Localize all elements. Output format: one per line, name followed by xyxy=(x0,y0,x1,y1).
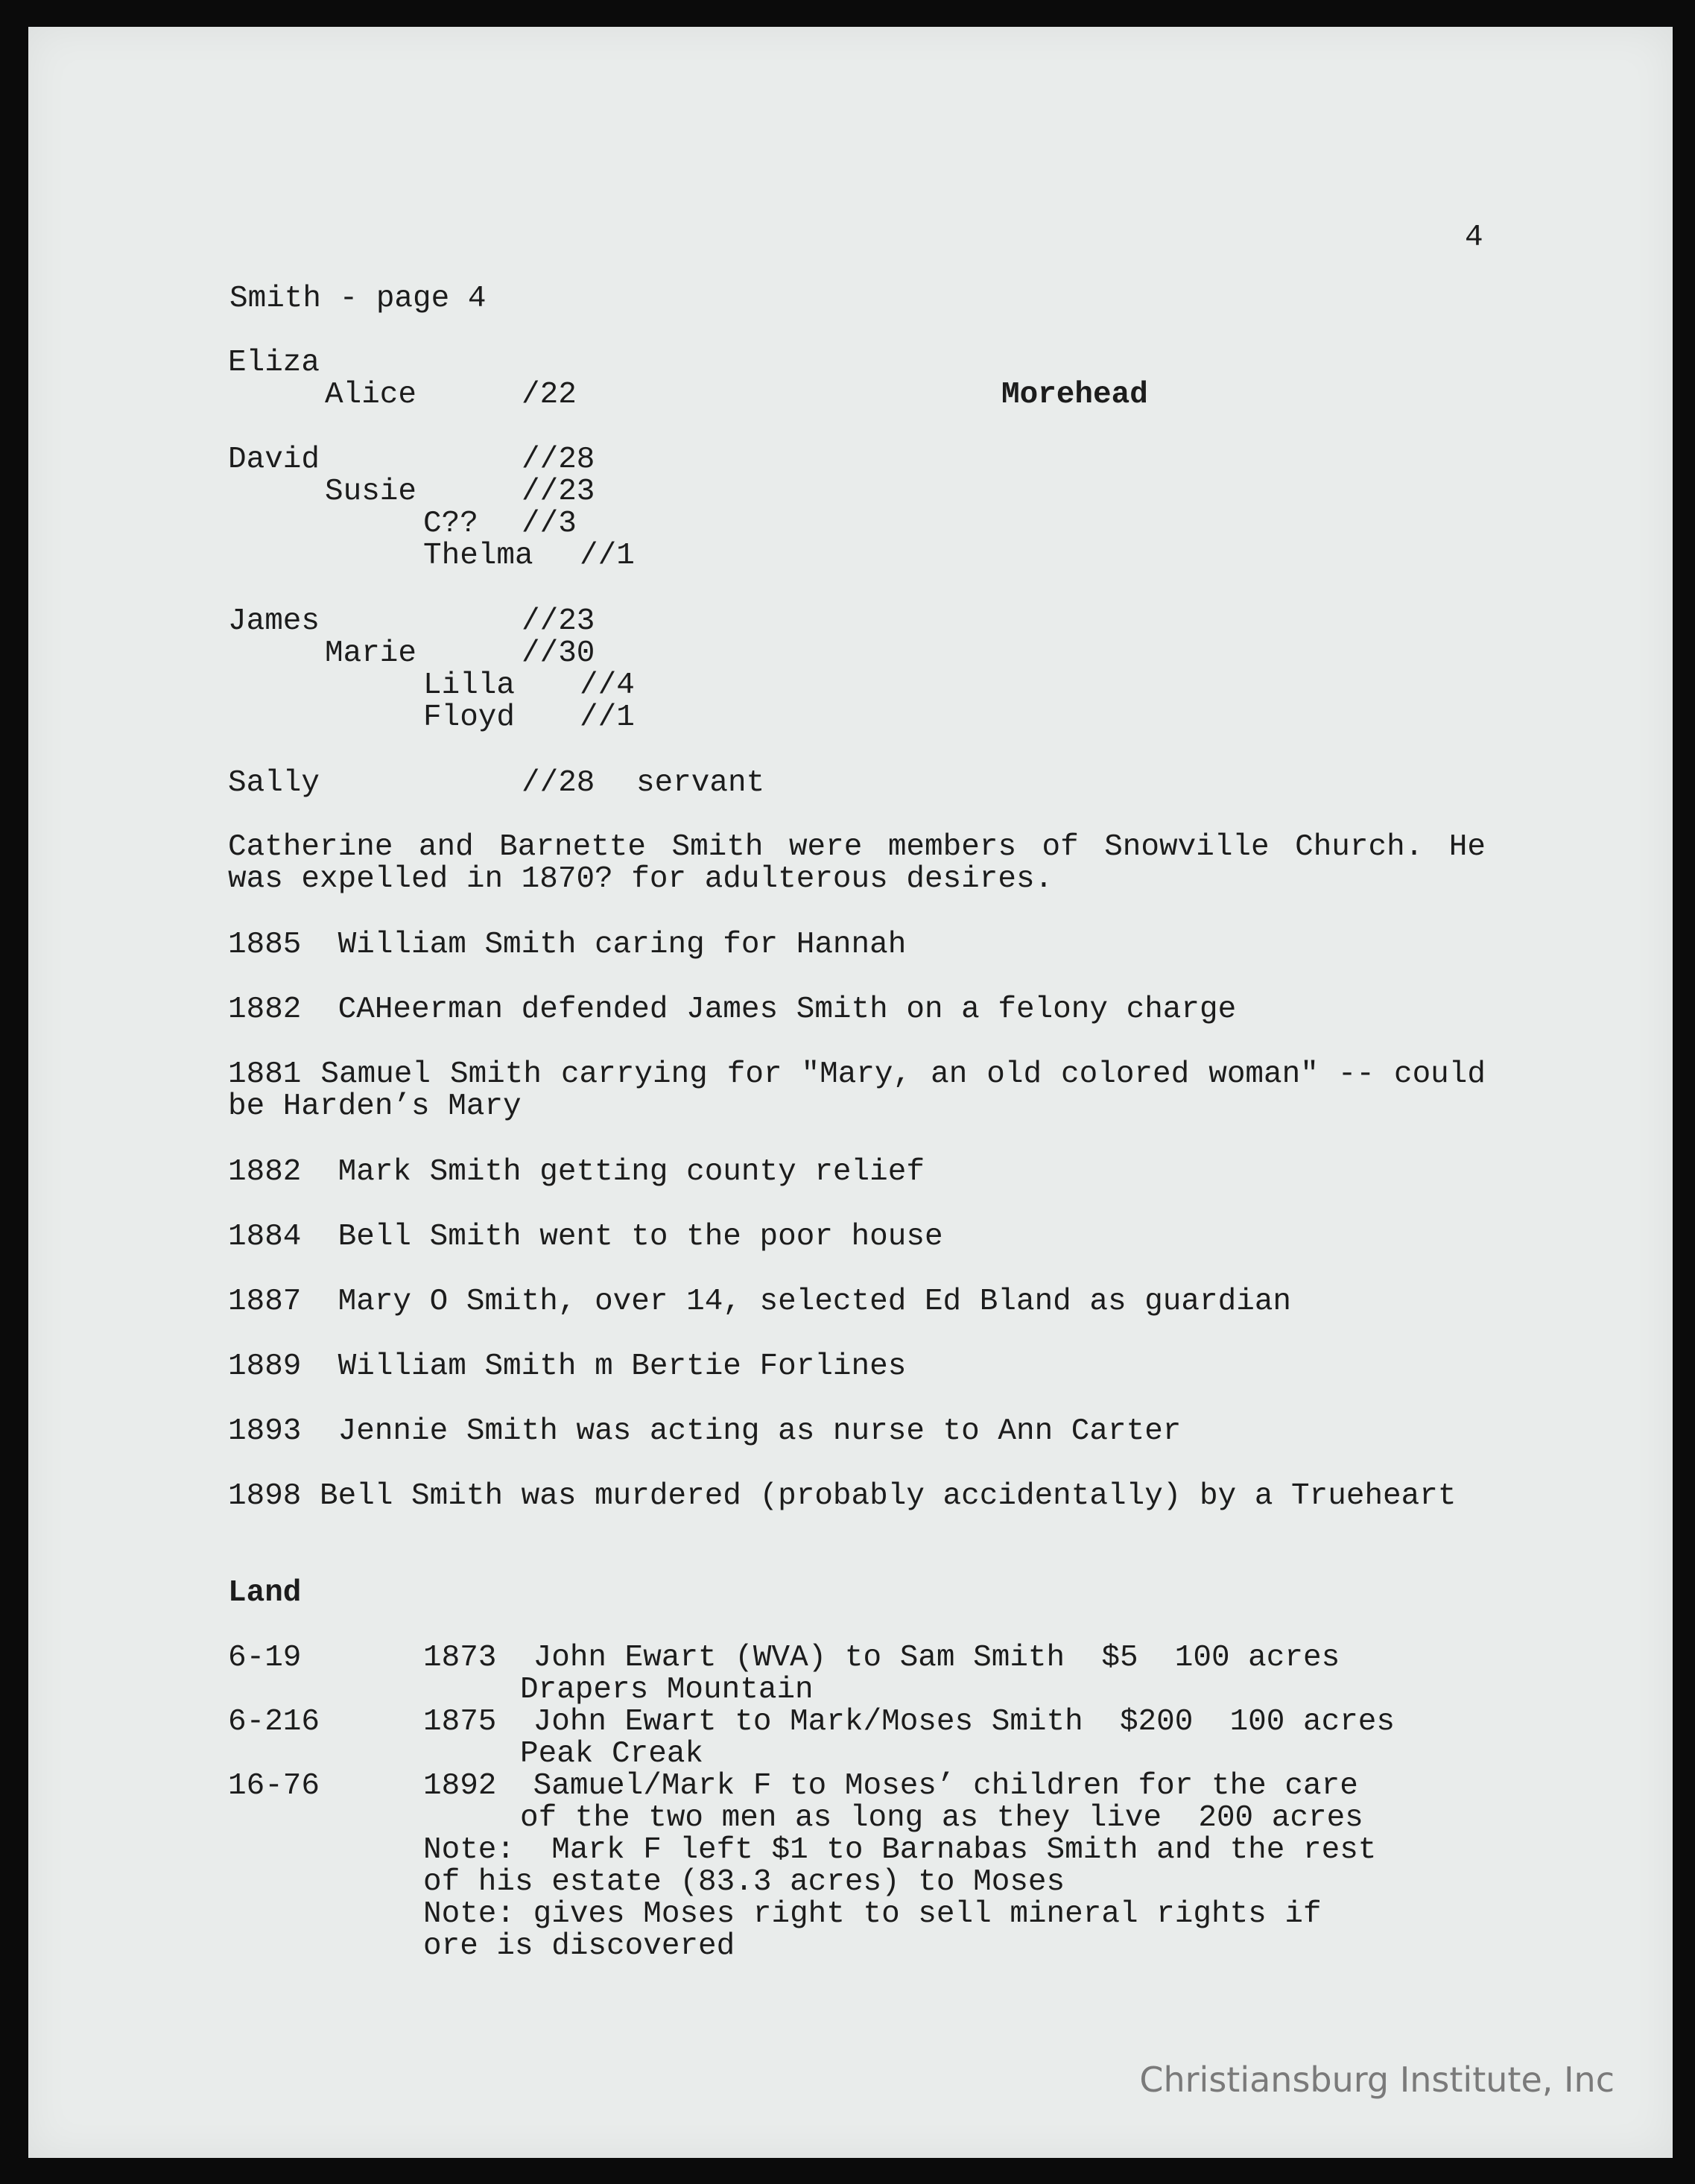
name-c: C?? xyxy=(423,507,478,541)
age-alice: /22 xyxy=(522,378,577,412)
age-floyd: //1 xyxy=(580,700,635,735)
event-item: 1887 Mary O Smith, over 14, selected Ed Bland as guardian xyxy=(228,1285,1292,1319)
name-james: James xyxy=(228,604,320,639)
land-entry-line: 1873 John Ewart (WVA) to Sam Smith $5 100 acres xyxy=(423,1641,1340,1675)
land-entry-line: Drapers Mountain xyxy=(520,1673,814,1707)
land-ref: 16-76 xyxy=(228,1769,320,1803)
land-ref: 6-19 xyxy=(228,1641,302,1675)
name-thelma: Thelma xyxy=(423,539,533,573)
age-c: //3 xyxy=(522,507,577,541)
land-ref: 6-216 xyxy=(228,1705,320,1739)
church-note: Catherine and Barnette Smith were members of Snowville Church. He was expelled in 1870? for adulterous desires. xyxy=(228,830,1486,896)
name-marie: Marie xyxy=(325,636,417,671)
event-item: 1889 William Smith m Bertie Forlines xyxy=(228,1349,907,1384)
event-item: 1884 Bell Smith went to the poor house xyxy=(228,1220,943,1254)
note-sally: servant xyxy=(636,766,765,800)
name-lilla: Lilla xyxy=(423,668,516,703)
name-david: David xyxy=(228,443,320,477)
event-item: 1881 Samuel Smith carrying for "Mary, an old colored woman" -- could be Harden’s Mary xyxy=(228,1057,1486,1124)
age-sally: //28 xyxy=(522,766,595,800)
land-note-line: Note: Mark F left $1 to Barnabas Smith and the rest xyxy=(423,1833,1377,1867)
event-item: 1885 William Smith caring for Hannah xyxy=(228,928,907,962)
event-item: 1898 Bell Smith was murdered (probably accidentally) by a Trueheart xyxy=(228,1479,1457,1513)
name-floyd: Floyd xyxy=(423,700,516,735)
age-marie: //30 xyxy=(522,636,595,671)
event-item: 1882 CAHeerman defended James Smith on a felony charge xyxy=(228,993,1237,1027)
event-item: 1882 Mark Smith getting county relief xyxy=(228,1155,925,1189)
name-eliza: Eliza xyxy=(228,346,320,380)
age-susie: //23 xyxy=(522,475,595,509)
land-heading: Land xyxy=(228,1576,302,1610)
name-susie: Susie xyxy=(325,475,417,509)
age-lilla: //4 xyxy=(580,668,635,703)
land-entry-line: of the two men as long as they live 200 acres xyxy=(520,1801,1363,1835)
name-alice: Alice xyxy=(325,378,417,412)
page-heading: Smith - page 4 xyxy=(229,282,487,316)
page-number: 4 xyxy=(1465,221,1483,255)
land-entry-line: 1875 John Ewart to Mark/Moses Smith $200 100 acres xyxy=(423,1705,1395,1739)
location-morehead: Morehead xyxy=(1001,378,1148,412)
age-james: //23 xyxy=(522,604,595,639)
age-thelma: //1 xyxy=(580,539,635,573)
land-note-line: Note: gives Moses right to sell mineral rights if xyxy=(423,1897,1322,1931)
land-entry-line: Peak Creak xyxy=(520,1737,704,1771)
land-note-line: of his estate (83.3 acres) to Moses xyxy=(423,1865,1065,1899)
name-sally: Sally xyxy=(228,766,320,800)
event-item: 1893 Jennie Smith was acting as nurse to Ann Carter xyxy=(228,1414,1182,1449)
land-note-line: ore is discovered xyxy=(423,1929,735,1963)
watermark: Christiansburg Institute, Inc xyxy=(1139,2060,1615,2100)
land-entry-line: 1892 Samuel/Mark F to Moses’ children for the care xyxy=(423,1769,1358,1803)
age-david: //28 xyxy=(522,443,595,477)
